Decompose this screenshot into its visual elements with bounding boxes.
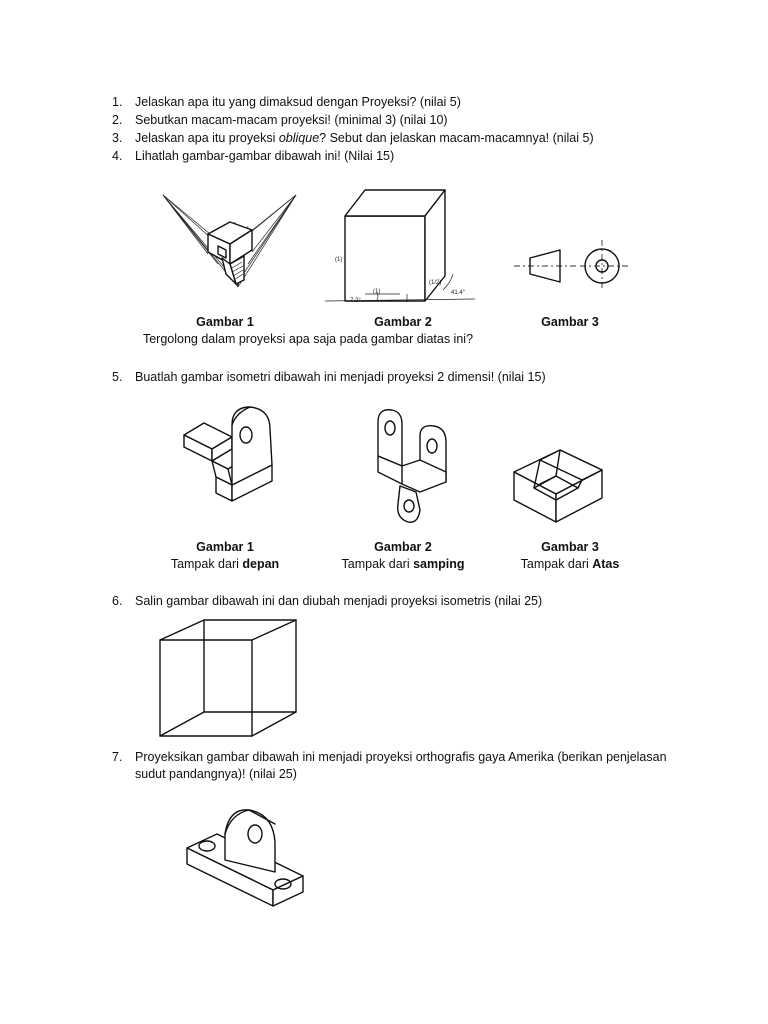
question-number: 4. <box>112 149 123 163</box>
question-text-emphasis: oblique <box>278 131 320 145</box>
q4-caption-3: Gambar 3 <box>541 315 599 329</box>
q5-view-label-3 <box>490 557 650 571</box>
q4-followup-question: Tergolong dalam proyeksi apa saja pada gambar diatas ini? <box>142 332 474 346</box>
view-label-prefix: Tampak dari <box>520 557 593 571</box>
question-number: 2. <box>112 113 123 127</box>
depth-dimension-label: (1/2) <box>429 280 442 286</box>
isometric-stepped-block-drawing <box>510 426 610 526</box>
question-text-post: ? Sebut dan jelaskan macam-macamnya! (nilai 5) <box>319 131 594 145</box>
question-number: 1. <box>112 95 123 109</box>
question-number: 3. <box>112 131 123 145</box>
angle-label-1: 7.2° <box>350 298 361 304</box>
q5-view-label-2 <box>323 557 483 571</box>
view-label-direction: Atas <box>592 557 620 571</box>
view-label-prefix: Tampak dari <box>170 557 243 571</box>
isometric-support-bracket-drawing <box>185 804 310 914</box>
width-dimension-label: (1) <box>373 289 381 295</box>
question-text <box>135 130 594 147</box>
question-text: Sebutkan macam-macam proyeksi! (minimal 3) (nilai 10) <box>135 113 448 127</box>
isometric-clevis-drawing <box>372 406 452 526</box>
q4-caption-2: Gambar 2 <box>374 315 432 329</box>
question-number: 7. <box>112 750 123 764</box>
question-text: Buatlah gambar isometri dibawah ini menjadi proyeksi 2 dimensi! (nilai 15) <box>135 370 546 384</box>
oblique-cube-drawing <box>325 186 480 306</box>
view-label-direction: depan <box>242 557 280 571</box>
orthographic-views-drawing <box>510 238 630 290</box>
question-number: 5. <box>112 370 123 384</box>
q5-view-label-1 <box>145 557 305 571</box>
angle-label-2: 41.4° <box>451 290 466 296</box>
q5-caption-1: Gambar 1 <box>196 540 254 554</box>
isometric-bracket-drawing <box>180 405 280 505</box>
question-text: Salin gambar dibawah ini dan diubah menjadi proyeksi isometris (nilai 25) <box>135 594 543 608</box>
wireframe-cube-drawing <box>156 618 302 740</box>
q5-caption-2: Gambar 2 <box>374 540 432 554</box>
question-text-pre: Jelaskan apa itu proyeksi <box>135 131 279 145</box>
view-label-prefix: Tampak dari <box>341 557 414 571</box>
perspective-drawing <box>160 192 300 302</box>
question-text: Jelaskan apa itu yang dimaksud dengan Proyeksi? (nilai 5) <box>135 95 461 109</box>
height-dimension-label: (1) <box>335 257 343 263</box>
question-number: 6. <box>112 594 123 608</box>
view-label-direction: samping <box>413 557 465 571</box>
q5-caption-3: Gambar 3 <box>541 540 599 554</box>
q4-caption-1: Gambar 1 <box>196 315 254 329</box>
question-text: Lihatlah gambar-gambar dibawah ini! (Nilai 15) <box>135 149 395 163</box>
question-text: Proyeksikan gambar dibawah ini menjadi proyeksi orthografis gaya Amerika (berikan penjelasan sudut pandangnya)! (nilai 25) <box>135 750 667 781</box>
